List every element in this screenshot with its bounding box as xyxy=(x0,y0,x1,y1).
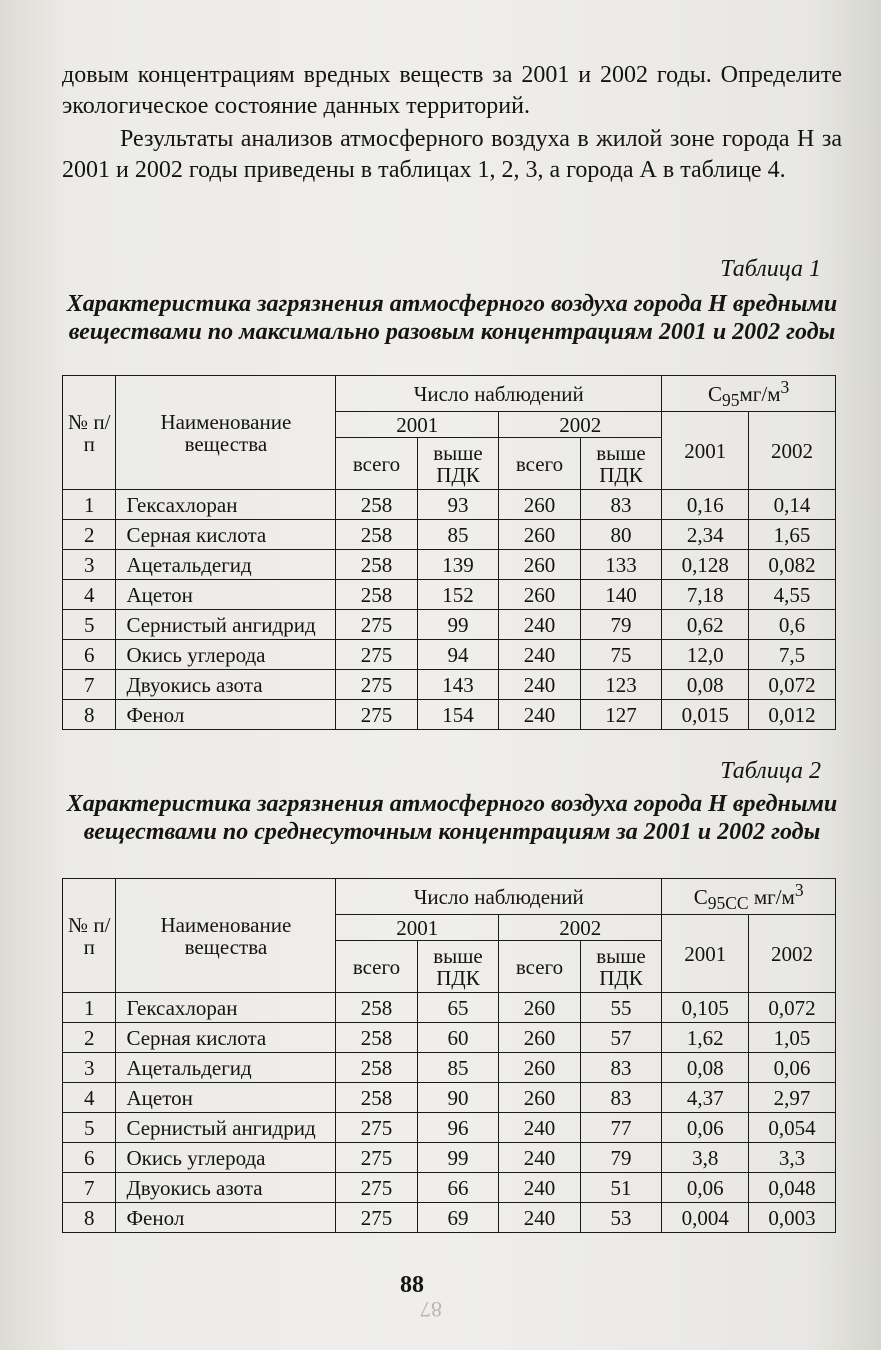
cell-above-2002: 77 xyxy=(580,1113,662,1143)
table2 xyxy=(62,878,836,1233)
cell-above-2001: 154 xyxy=(417,700,499,730)
intro-paragraph-2: Результаты анализов атмосферного воздуха в жилой зоне города Н за 2001 и 2002 годы приведены в таблицах 1, 2, 3, а города А в таблице 4. xyxy=(62,126,842,183)
cell-conc-2001: 12,0 xyxy=(662,640,749,670)
cell-above-2001: 143 xyxy=(417,670,499,700)
page-number: 88 xyxy=(400,1272,424,1298)
cell-conc-2002: 3,3 xyxy=(749,1143,836,1173)
cell-total-2002: 240 xyxy=(499,610,580,640)
table-row xyxy=(63,1173,836,1203)
table-row xyxy=(63,640,836,670)
cell-conc-2002: 0,6 xyxy=(749,610,836,640)
cell-substance: Гексахлоран xyxy=(116,490,336,520)
cell-conc-2002: 0,072 xyxy=(749,670,836,700)
cell-total-2001: 275 xyxy=(336,670,417,700)
header-above-2001: выше ПДК xyxy=(417,941,499,993)
cell-total-2001: 275 xyxy=(336,1203,417,1233)
header-conc-2002: 2002 xyxy=(749,915,836,993)
header-above-2001: выше ПДК xyxy=(417,438,499,490)
cell-above-2002: 123 xyxy=(580,670,662,700)
cell-conc-2002: 0,14 xyxy=(749,490,836,520)
table1-number: Таблица 1 xyxy=(720,256,821,282)
cell-total-2002: 260 xyxy=(499,550,580,580)
header-observations: Число наблюдений xyxy=(336,879,662,915)
cell-above-2001: 152 xyxy=(417,580,499,610)
cell-above-2002: 83 xyxy=(580,490,662,520)
cell-total-2001: 258 xyxy=(336,1083,417,1113)
cell-index: 3 xyxy=(63,550,116,580)
cell-conc-2001: 2,34 xyxy=(662,520,749,550)
cell-above-2002: 51 xyxy=(580,1173,662,1203)
cell-conc-2001: 0,62 xyxy=(662,610,749,640)
cell-above-2001: 99 xyxy=(417,610,499,640)
table-row xyxy=(63,1083,836,1113)
table-row xyxy=(63,1053,836,1083)
cell-index: 3 xyxy=(63,1053,116,1083)
cell-total-2002: 240 xyxy=(499,700,580,730)
cell-total-2001: 275 xyxy=(336,700,417,730)
cell-conc-2002: 0,012 xyxy=(749,700,836,730)
bleed-through-page-number: 87 xyxy=(420,1297,442,1322)
cell-conc-2002: 0,072 xyxy=(749,993,836,1023)
cell-conc-2002: 0,082 xyxy=(749,550,836,580)
cell-above-2001: 139 xyxy=(417,550,499,580)
header-total-2001: всего xyxy=(336,941,417,993)
cell-above-2002: 55 xyxy=(580,993,662,1023)
cell-conc-2001: 0,08 xyxy=(662,1053,749,1083)
cell-index: 4 xyxy=(63,1083,116,1113)
header-conc-2001: 2001 xyxy=(662,412,749,490)
cell-above-2001: 65 xyxy=(417,993,499,1023)
cell-substance: Сернистый ангидрид xyxy=(116,610,336,640)
cell-index: 7 xyxy=(63,1173,116,1203)
cell-substance: Окись углерода xyxy=(116,1143,336,1173)
cell-substance: Ацетон xyxy=(116,1083,336,1113)
cell-index: 8 xyxy=(63,1203,116,1233)
cell-substance: Фенол xyxy=(116,1203,336,1233)
cell-conc-2001: 3,8 xyxy=(662,1143,749,1173)
header-total-2001: всего xyxy=(336,438,417,490)
cell-conc-2001: 0,004 xyxy=(662,1203,749,1233)
cell-above-2002: 83 xyxy=(580,1053,662,1083)
table2-caption: Характеристика загрязнения атмосферного воздуха города Н вредными веществами по среднесуточным концентрациям за 2001 и 2002 годы xyxy=(66,791,838,845)
cell-conc-2001: 0,16 xyxy=(662,490,749,520)
table-row xyxy=(63,610,836,640)
table-row xyxy=(63,1023,836,1053)
cell-total-2001: 275 xyxy=(336,1143,417,1173)
header-observations: Число наблюдений xyxy=(336,376,662,412)
cell-substance: Ацетальдегид xyxy=(116,550,336,580)
cell-total-2001: 258 xyxy=(336,993,417,1023)
cell-total-2002: 240 xyxy=(499,1203,580,1233)
cell-index: 1 xyxy=(63,490,116,520)
header-total-2002: всего xyxy=(499,438,580,490)
cell-total-2002: 240 xyxy=(499,670,580,700)
cell-above-2002: 53 xyxy=(580,1203,662,1233)
cell-above-2001: 60 xyxy=(417,1023,499,1053)
cell-above-2001: 85 xyxy=(417,520,499,550)
table-row xyxy=(63,1113,836,1143)
cell-above-2002: 75 xyxy=(580,640,662,670)
cell-index: 8 xyxy=(63,700,116,730)
cell-index: 4 xyxy=(63,580,116,610)
table-row xyxy=(63,1143,836,1173)
header-year-2002: 2002 xyxy=(499,412,662,438)
header-index: № п/п xyxy=(63,879,116,993)
table2-number: Таблица 2 xyxy=(720,758,821,784)
header-above-2002: выше ПДК xyxy=(580,941,662,993)
cell-conc-2002: 1,05 xyxy=(749,1023,836,1053)
header-concentration: $C_{95СС}$ $мг/м^3$ xyxy=(662,879,836,915)
cell-conc-2002: 2,97 xyxy=(749,1083,836,1113)
cell-substance: Серная кислота xyxy=(116,1023,336,1053)
cell-index: 5 xyxy=(63,610,116,640)
cell-total-2002: 260 xyxy=(499,1083,580,1113)
cell-substance: Гексахлоран xyxy=(116,993,336,1023)
cell-total-2002: 240 xyxy=(499,1173,580,1203)
cell-above-2002: 57 xyxy=(580,1023,662,1053)
cell-conc-2001: 0,06 xyxy=(662,1113,749,1143)
table-row xyxy=(63,520,836,550)
cell-total-2001: 275 xyxy=(336,610,417,640)
header-total-2002: всего xyxy=(499,941,580,993)
cell-index: 1 xyxy=(63,993,116,1023)
cell-conc-2001: 0,06 xyxy=(662,1173,749,1203)
cell-conc-2001: 0,015 xyxy=(662,700,749,730)
table-row xyxy=(63,670,836,700)
cell-total-2002: 260 xyxy=(499,580,580,610)
cell-conc-2002: 0,054 xyxy=(749,1113,836,1143)
cell-above-2002: 83 xyxy=(580,1083,662,1113)
header-substance: Наименование вещества xyxy=(116,376,336,490)
header-year-2001: 2001 xyxy=(336,915,499,941)
cell-total-2002: 260 xyxy=(499,520,580,550)
cell-above-2002: 79 xyxy=(580,610,662,640)
cell-conc-2001: 4,37 xyxy=(662,1083,749,1113)
cell-total-2001: 258 xyxy=(336,1053,417,1083)
cell-substance: Окись углерода xyxy=(116,640,336,670)
header-concentration: $C_{95}мг/м^3$ xyxy=(662,376,836,412)
cell-substance: Ацетальдегид xyxy=(116,1053,336,1083)
cell-above-2001: 90 xyxy=(417,1083,499,1113)
intro-paragraph-1: довым концентрациям вредных веществ за 2001 и 2002 годы. Определите экологическое состояние данных территорий. xyxy=(62,62,842,119)
table-row xyxy=(63,490,836,520)
cell-conc-2002: 4,55 xyxy=(749,580,836,610)
header-conc-2002: 2002 xyxy=(749,412,836,490)
cell-total-2002: 260 xyxy=(499,1023,580,1053)
header-year-2001: 2001 xyxy=(336,412,499,438)
cell-substance: Ацетон xyxy=(116,580,336,610)
cell-conc-2002: 1,65 xyxy=(749,520,836,550)
cell-conc-2001: 0,105 xyxy=(662,993,749,1023)
cell-total-2002: 260 xyxy=(499,490,580,520)
cell-index: 6 xyxy=(63,1143,116,1173)
table1 xyxy=(62,375,836,730)
cell-above-2001: 69 xyxy=(417,1203,499,1233)
cell-index: 7 xyxy=(63,670,116,700)
header-year-2002: 2002 xyxy=(499,915,662,941)
cell-total-2001: 258 xyxy=(336,490,417,520)
cell-total-2002: 260 xyxy=(499,993,580,1023)
cell-conc-2001: 7,18 xyxy=(662,580,749,610)
table1-caption: Характеристика загрязнения атмосферного воздуха города Н вредными веществами по максимально разовым концентрациям 2001 и 2002 годы xyxy=(66,291,838,345)
table-row xyxy=(63,700,836,730)
cell-total-2002: 240 xyxy=(499,1143,580,1173)
cell-above-2002: 127 xyxy=(580,700,662,730)
cell-conc-2002: 0,003 xyxy=(749,1203,836,1233)
cell-total-2002: 240 xyxy=(499,1113,580,1143)
cell-substance: Фенол xyxy=(116,700,336,730)
cell-total-2001: 258 xyxy=(336,1023,417,1053)
cell-above-2001: 66 xyxy=(417,1173,499,1203)
cell-above-2001: 94 xyxy=(417,640,499,670)
cell-total-2001: 275 xyxy=(336,1113,417,1143)
cell-above-2001: 85 xyxy=(417,1053,499,1083)
cell-total-2002: 240 xyxy=(499,640,580,670)
table-row xyxy=(63,1203,836,1233)
cell-conc-2001: 0,128 xyxy=(662,550,749,580)
cell-above-2001: 96 xyxy=(417,1113,499,1143)
cell-above-2002: 133 xyxy=(580,550,662,580)
cell-above-2001: 99 xyxy=(417,1143,499,1173)
table-row xyxy=(63,993,836,1023)
cell-total-2001: 258 xyxy=(336,550,417,580)
cell-substance: Серная кислота xyxy=(116,520,336,550)
header-conc-2001: 2001 xyxy=(662,915,749,993)
cell-substance: Сернистый ангидрид xyxy=(116,1113,336,1143)
header-above-2002: выше ПДК xyxy=(580,438,662,490)
header-substance: Наименование вещества xyxy=(116,879,336,993)
cell-above-2002: 79 xyxy=(580,1143,662,1173)
cell-index: 5 xyxy=(63,1113,116,1143)
cell-index: 6 xyxy=(63,640,116,670)
cell-conc-2002: 0,048 xyxy=(749,1173,836,1203)
cell-above-2002: 140 xyxy=(580,580,662,610)
cell-total-2002: 260 xyxy=(499,1053,580,1083)
cell-total-2001: 258 xyxy=(336,520,417,550)
cell-index: 2 xyxy=(63,520,116,550)
cell-conc-2001: 1,62 xyxy=(662,1023,749,1053)
cell-substance: Двуокись азота xyxy=(116,670,336,700)
table-row xyxy=(63,580,836,610)
cell-above-2002: 80 xyxy=(580,520,662,550)
cell-above-2001: 93 xyxy=(417,490,499,520)
cell-conc-2002: 7,5 xyxy=(749,640,836,670)
cell-total-2001: 275 xyxy=(336,1173,417,1203)
cell-conc-2002: 0,06 xyxy=(749,1053,836,1083)
cell-substance: Двуокись азота xyxy=(116,1173,336,1203)
cell-index: 2 xyxy=(63,1023,116,1053)
table-row xyxy=(63,550,836,580)
cell-conc-2001: 0,08 xyxy=(662,670,749,700)
header-index: № п/п xyxy=(63,376,116,490)
cell-total-2001: 275 xyxy=(336,640,417,670)
cell-total-2001: 258 xyxy=(336,580,417,610)
